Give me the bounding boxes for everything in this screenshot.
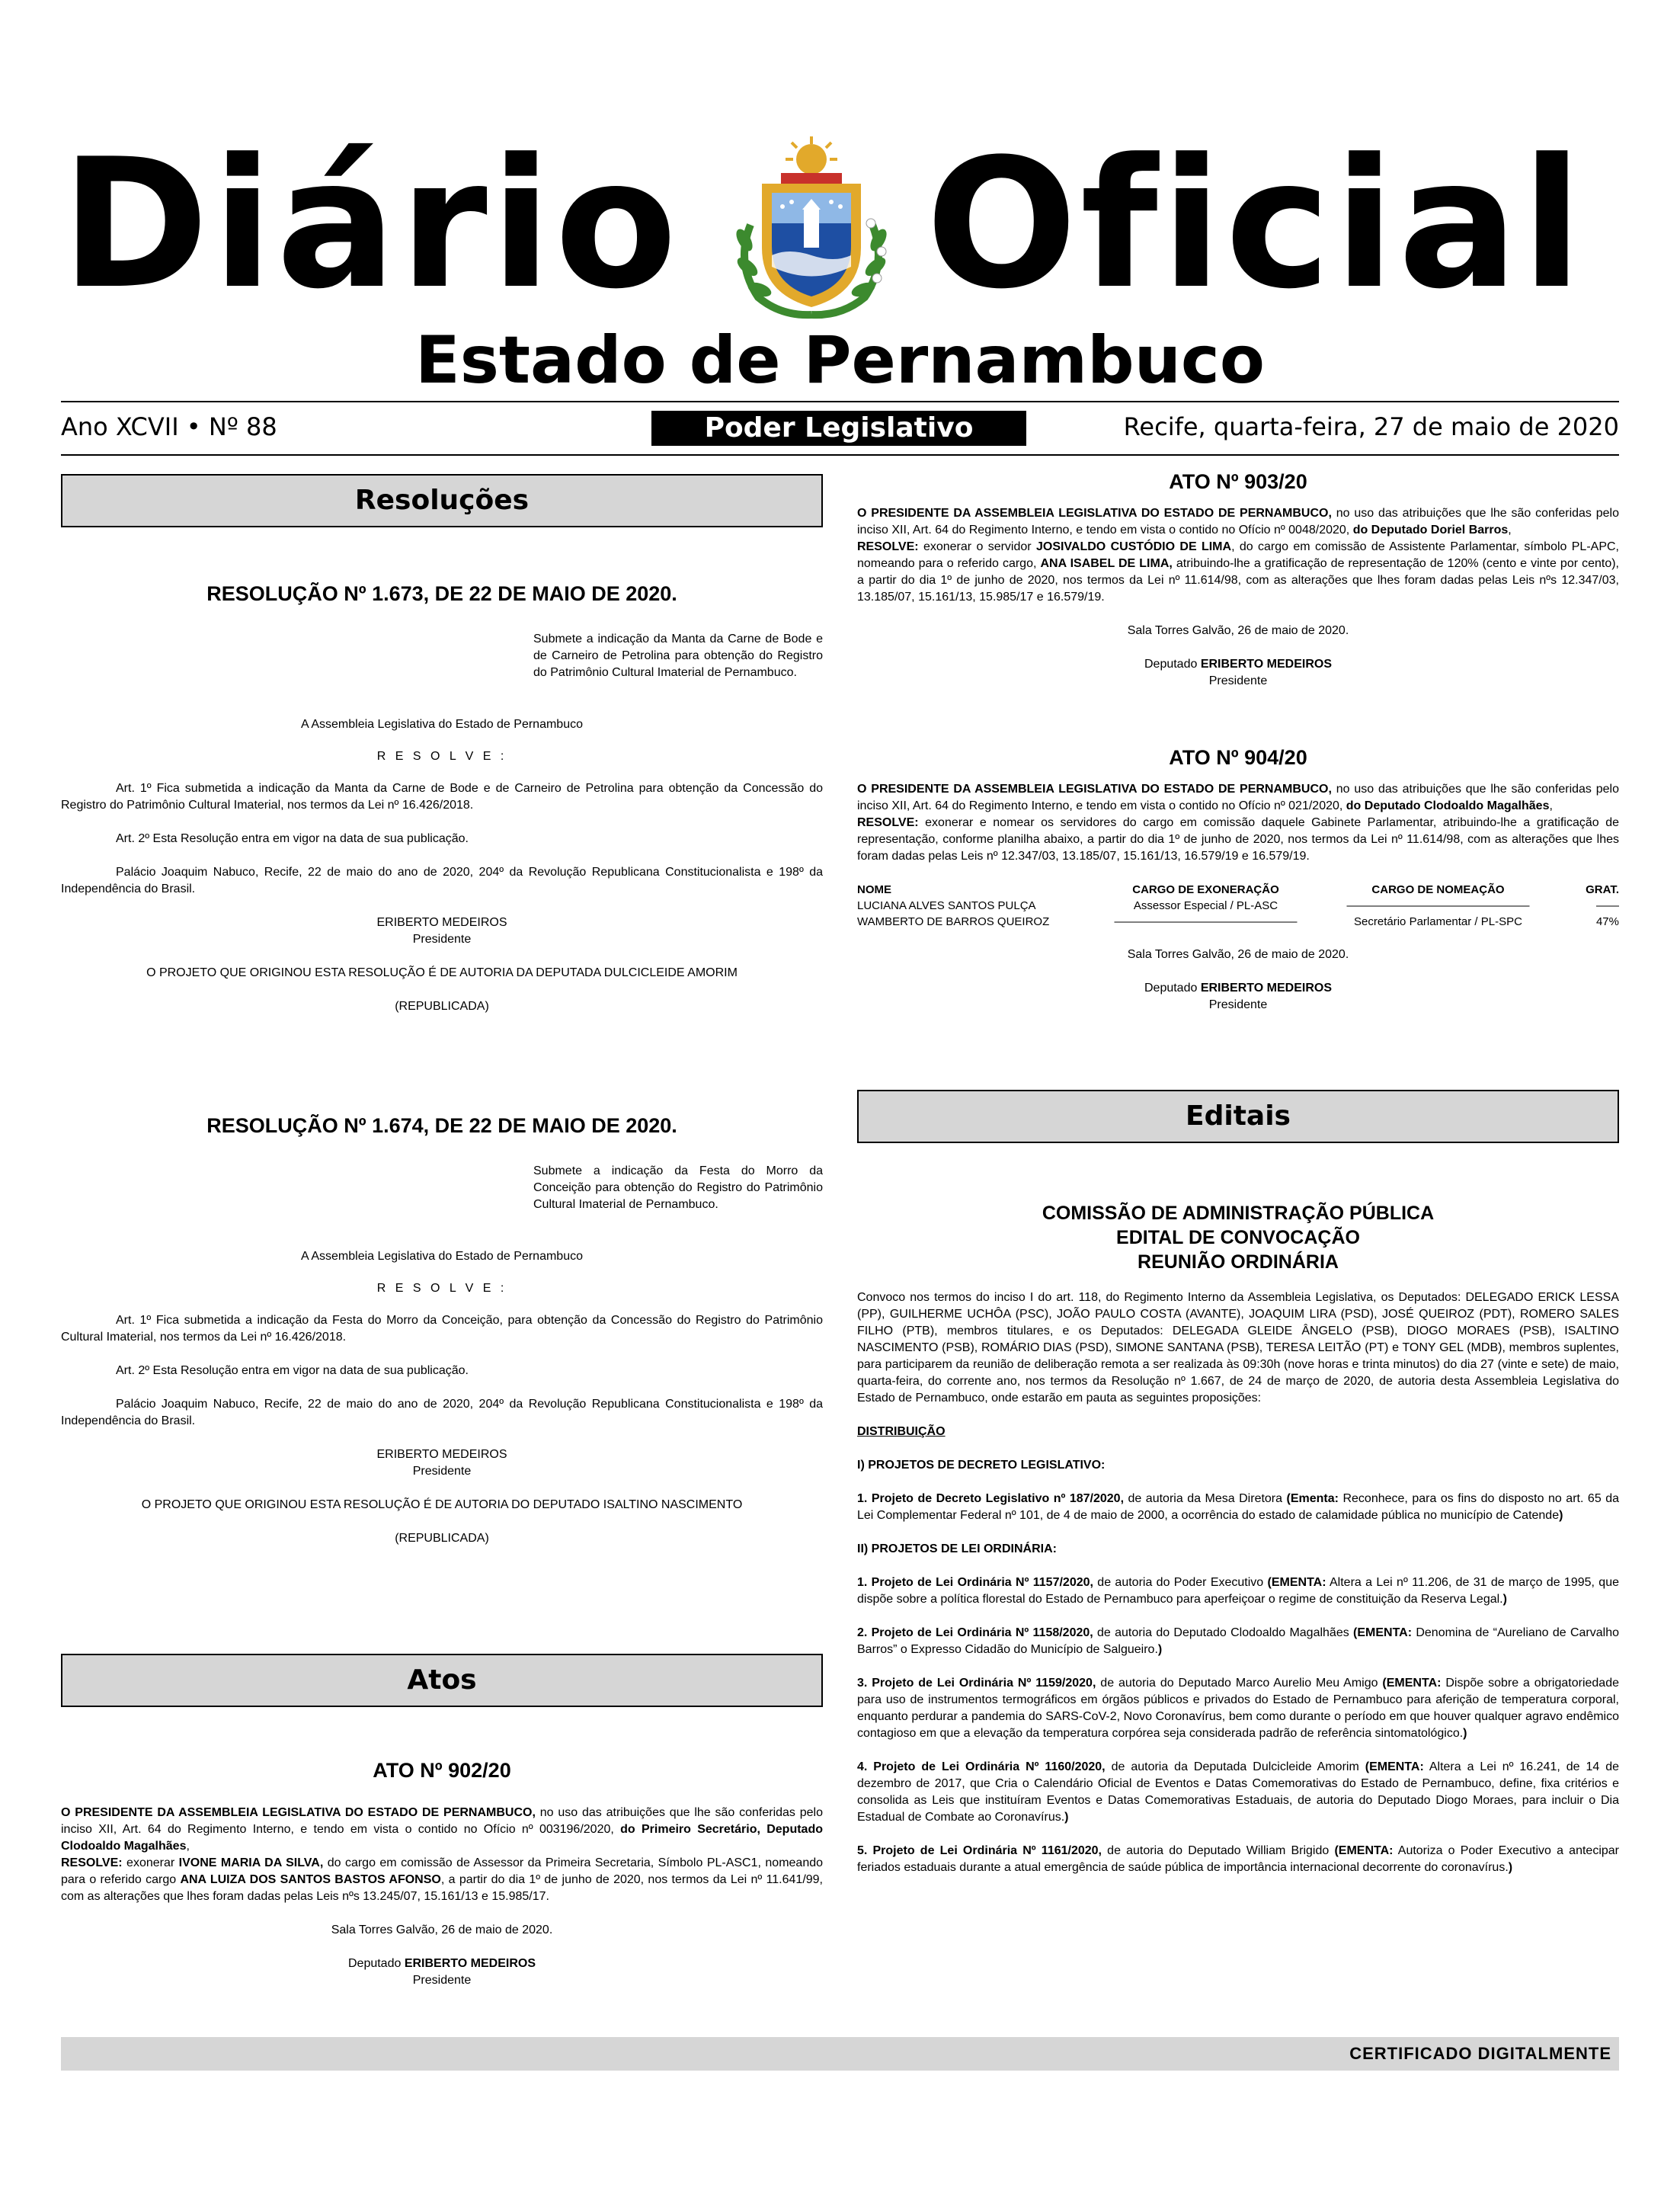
resolution-1674-signer: ERIBERTO MEDEIROS xyxy=(376,1448,507,1461)
list-item: 3. Projeto de Lei Ordinária Nº 1159/2020, de autoria do Deputado Marco Aurelio Meu Amigo (EMENTA: Dispõe sobre a obrigatoriedade para uso de instrumentos termográficos em órgãos públicos e privados do Estado de Pernambuco para aferição de temperatura corporal, enquanto perdurar a pandemia do SARS-CoV-2, Novo Coronavírus, bem como durante o período em que houver qualquer agravo endêmico contagioso em que a elevação da temperatura corpórea seja considerada padrão de referência sintomatológico.) xyxy=(857,1677,1619,1740)
masthead-subtitle: Estado de Pernambuco xyxy=(415,322,1265,399)
resolution-1673-role: Presidente xyxy=(412,933,472,946)
section-header-atos: Atos xyxy=(61,1654,823,1707)
ato-902-title: ATO Nº 902/20 xyxy=(373,1759,511,1782)
section-header-editais: Editais xyxy=(857,1090,1619,1143)
ato-904-role: Presidente xyxy=(1208,998,1268,1011)
section-header-resolucoes: Resoluções xyxy=(61,474,823,527)
ato-902-role: Presidente xyxy=(412,1974,472,1987)
ato-902-preamble: O PRESIDENTE DA ASSEMBLEIA LEGISLATIVA DO ESTADO DE PERNAMBUCO, no uso das atribuições que lhe são conferidas pelo inciso XII, Art. 64 do Regimento Interno, e tendo em vista o contido no Ofício nº 003196/2020, do Primeiro Secretário, Deputado Clodoaldo Magalhães, xyxy=(61,1806,824,1853)
edital-pdl-187: 1. Projeto de Decreto Legislativo nº 187/2020, de autoria da Mesa Diretora (Ementa: Reconhece, para os fins do disposto no art. 65 da Lei Complementar Federal nº 101, de 4 de maio de 2000, a ocorrência do estado de calamidade pública no município de Catende) xyxy=(857,1492,1620,1522)
resolution-1673-assembleia: A Assembleia Legislativa do Estado de Pernambuco xyxy=(300,718,583,731)
table-cell: ———————————————— xyxy=(1114,915,1298,928)
edital-title-reuniao: REUNIÃO ORDINÁRIA xyxy=(1138,1251,1339,1273)
masthead-bottom-rule xyxy=(61,454,1619,456)
list-item: 1. Projeto de Lei Ordinária Nº 1157/2020, de autoria do Poder Executivo (EMENTA: Altera a Lei nº 11.206, de 31 de março de 1995, que dispõe sobre a política florestal do Estado de Pernambuco para aperfeiçoar o regime de constituição da Reserva Legal.) xyxy=(857,1576,1619,1606)
ato-902-resolve: RESOLVE: exonerar IVONE MARIA DA SILVA, do cargo em comissão de Assessor da Primeira Secretaria, Símbolo PL-ASC1, nomeando para o referido cargo ANA LUIZA DOS SANTOS BASTOS AFONSO, a partir do dia 1º de junho de 2020, nos termos da Lei nº 11.641/99, com as alterações que lhes foram dadas pelas Leis nºs 13.245/07, 15.161/13 e 15.985/17. xyxy=(61,1856,824,1903)
ato-903-resolve: RESOLVE: exonerar o servidor JOSIVALDO CUSTÓDIO DE LIMA, do cargo em comissão de Assistente Parlamentar, símbolo PL-APC, nomeando para o referido cargo, ANA ISABEL DE LIMA, atribuindo-lhe a gratificação de representação de 120% (cento e vinte por cento), a partir do dia 1º de junho de 2020, nos termos da Lei nº 11.614/98, com as alterações que lhes foram dadas pelas Leis nºs 12.347/03, 13.185/07, 15.161/13, 15.985/17 e 16.579/19. xyxy=(857,540,1620,604)
resolution-1674-role: Presidente xyxy=(412,1465,472,1478)
table-cell: LUCIANA ALVES SANTOS PULÇA xyxy=(857,899,1036,912)
table-row xyxy=(857,898,1619,914)
edital-title-comissao: COMISSÃO DE ADMINISTRAÇÃO PÚBLICA xyxy=(1042,1203,1435,1224)
masthead xyxy=(61,121,1619,328)
resolution-1673-republicada: (REPUBLICADA) xyxy=(395,1000,489,1013)
certificado-digitalmente-label: CERTIFICADO DIGITALMENTE xyxy=(1349,2044,1611,2063)
resolution-1673-autoria: O PROJETO QUE ORIGINOU ESTA RESOLUÇÃO É DE AUTORIA DA DEPUTADA DULCICLEIDE AMORIM xyxy=(146,966,738,979)
left-column xyxy=(61,474,823,1989)
resolution-1674-art1: Art. 1º Fica submetida a indicação da Festa do Morro da Conceição, para obtenção da Concessão do Registro do Patrimônio Cultural Imaterial, nos termos da Lei nº 16.426/2018. xyxy=(61,1314,823,1344)
resolution-1673-palacio: Palácio Joaquim Nabuco, Recife, 22 de maio do ano de 2020, 204º da Revolução Republicana Constitucionalista e 198º da Independência do Brasil. xyxy=(61,866,823,895)
resolution-1674-title: RESOLUÇÃO Nº 1.674, DE 22 DE MAIO DE 2020. xyxy=(206,1114,677,1137)
table-cell: 47% xyxy=(1595,915,1619,928)
list-item: 5. Projeto de Lei Ordinária Nº 1161/2020, de autoria do Deputado William Brigido (EMENTA: Autoriza o Poder Executivo a antecipar feriados estaduais durante a atual emergência de saúde pública de importância internacional decorrente do coronavírus.) xyxy=(857,1844,1619,1874)
resolution-1673-ementa: Submete a indicação da Manta da Carne de Bode e de Carneiro de Petrolina para obtenção do Registro do Patrimônio Cultural Imaterial de Pernambuco. xyxy=(533,633,823,679)
table-cell: ———————————————— xyxy=(1346,899,1530,912)
ato-904-title: ATO Nº 904/20 xyxy=(1169,746,1307,769)
resolution-1674-autoria: O PROJETO QUE ORIGINOU ESTA RESOLUÇÃO É DE AUTORIA DO DEPUTADO ISALTINO NASCIMENTO xyxy=(141,1498,743,1511)
column-header-grat: GRAT. xyxy=(1586,883,1619,896)
ato-903-role: Presidente xyxy=(1208,674,1268,687)
resolution-1674-art2: Art. 2º Esta Resolução entra em vigor na data de sua publicação. xyxy=(116,1364,469,1377)
list-item: 4. Projeto de Lei Ordinária Nº 1160/2020, de autoria da Deputada Dulcicleide Amorim (EMENTA: Altera a Lei nº 16.241, de 14 de dezembro de 2017, que Cria o Calendário Oficial de Eventos e Datas Comemorativas do Estado de Pernambuco, define, fixa critérios e consolida as Leis que instituíram Eventos e Datas Comemorativas Estaduais, de autoria do Deputado Diogo Moraes, para incluir o Dia Estadual de Combate ao Coronavírus.) xyxy=(857,1760,1619,1824)
edital-distribuicao: DISTRIBUIÇÃO xyxy=(857,1425,946,1438)
ato-903-sala: Sala Torres Galvão, 26 de maio de 2020. xyxy=(1127,624,1349,637)
resolution-1674-palacio: Palácio Joaquim Nabuco, Recife, 22 de maio do ano de 2020, 204º da Revolução Republicana Constitucionalista e 198º da Independência do Brasil. xyxy=(61,1398,823,1427)
resolution-1674-resolve: R E S O L V E : xyxy=(376,1282,507,1295)
ato-903-preamble: O PRESIDENTE DA ASSEMBLEIA LEGISLATIVA DO ESTADO DE PERNAMBUCO, no uso das atribuições que lhe são conferidas pelo inciso XII, Art. 64 do Regimento Interno, e tendo em vista o contido no Ofício nº 0048/2020, do Deputado Doriel Barros, xyxy=(857,507,1620,537)
list-item: 2. Projeto de Lei Ordinária Nº 1158/2020, de autoria do Deputado Clodoaldo Magalhães (EMENTA: Denomina de “Aureliano de Carvalho Barros” o Expresso Cidadão do Município de Salgueiro.) xyxy=(857,1626,1619,1656)
table-cell: WAMBERTO DE BARROS QUEIROZ xyxy=(857,915,1050,928)
ato-904-staff-table xyxy=(857,882,1619,930)
ato-902-sala: Sala Torres Galvão, 26 de maio de 2020. xyxy=(331,1924,553,1936)
masthead-word-diario: Diário xyxy=(61,121,680,328)
resolution-1674-assembleia: A Assembleia Legislativa do Estado de Pernambuco xyxy=(300,1250,583,1263)
ato-902-signer: Deputado ERIBERTO MEDEIROS xyxy=(347,1957,536,1970)
edital-items-list xyxy=(857,1574,1619,1876)
resolution-1673-resolve: R E S O L V E : xyxy=(376,750,507,763)
ato-903-title: ATO Nº 903/20 xyxy=(1169,470,1307,493)
resolution-1674-ementa: Submete a indicação da Festa do Morro da Conceição para obtenção do Registro do Patrimônio Cultural Imaterial de Pernambuco. xyxy=(533,1164,823,1211)
edition-number: Ano XCVII • Nº 88 xyxy=(61,412,277,441)
resolution-1673-title: RESOLUÇÃO Nº 1.673, DE 22 DE MAIO DE 2020. xyxy=(206,582,677,605)
resolution-1673-signer: ERIBERTO MEDEIROS xyxy=(376,916,507,929)
ato-904-sala: Sala Torres Galvão, 26 de maio de 2020. xyxy=(1127,948,1349,961)
edital-section-lei-ordinaria: II) PROJETOS DE LEI ORDINÁRIA: xyxy=(857,1542,1057,1555)
column-header-cargo-exoneracao: CARGO DE EXONERAÇÃO xyxy=(1132,883,1279,896)
resolution-1673-art2: Art. 2º Esta Resolução entra em vigor na data de sua publicação. xyxy=(116,832,469,845)
ato-904-signer: Deputado ERIBERTO MEDEIROS xyxy=(1144,982,1332,995)
pernambuco-coat-of-arms-icon xyxy=(728,133,895,320)
table-cell: —— xyxy=(1596,899,1619,912)
ato-904-preamble: O PRESIDENTE DA ASSEMBLEIA LEGISLATIVA DO ESTADO DE PERNAMBUCO, no uso das atribuições que lhe são conferidas pelo inciso XII, Art. 64 do Regimento Interno, e tendo em vista o contido no Ofício nº 021/2020, do Deputado Clodoaldo Magalhães, xyxy=(857,783,1620,812)
masthead-word-oficial: Oficial xyxy=(926,121,1586,328)
right-column xyxy=(857,469,1619,1876)
resolution-1673-art1: Art. 1º Fica submetida a indicação da Manta da Carne de Bode e de Carneiro de Petrolina para obtenção da Concessão do Registro do Patrimônio Cultural Imaterial, nos termos da Lei nº 16.426/2018. xyxy=(61,782,823,812)
table-cell: Assessor Especial / PL-ASC xyxy=(1133,899,1278,912)
column-header-nome: NOME xyxy=(857,883,891,896)
publication-date: Recife, quarta-feira, 27 de maio de 2020 xyxy=(1123,412,1619,441)
footer-bar xyxy=(61,2037,1619,2071)
section-banner: Poder Legislativo xyxy=(651,411,1026,446)
resolution-1674-republicada: (REPUBLICADA) xyxy=(395,1532,489,1545)
table-row xyxy=(857,914,1619,930)
masthead-top-rule xyxy=(61,401,1619,402)
table-cell: Secretário Parlamentar / PL-SPC xyxy=(1354,915,1522,928)
ato-904-resolve: RESOLVE: exonerar e nomear os servidores do cargo em comissão daquele Gabinete Parlamentar, atribuindo-lhe a gratificação de representação, conforme planilha abaixo, a partir do dia 1º de junho de 2020, nos termos da Lei nº 11.614/98, com as alterações que lhes foram dadas pelas Leis nº 12.347/03, 13.185/07, 15.161/13, 16.579/19 e 16.579/19. xyxy=(857,816,1619,863)
ato-903-signer: Deputado ERIBERTO MEDEIROS xyxy=(1144,658,1332,671)
edital-intro: Convoco nos termos do inciso I do art. 118, do Regimento Interno da Assembleia Legislativa, os Deputados: DELEGADO ERICK LESSA (PP), GUILHERME UCHÔA (PSC), JOÃO PAULO COSTA (AVANTE), JOAQUIM LIRA (PSD), JOSÉ QUEIROZ (PDT), ROMERO SALES FILHO (PTB), membros titulares, e os Deputados: DELEGADA GLEIDE ÂNGELO (PSB), DIOGO MORAES (PSB), ISALTINO NASCIMENTO (PSB), ROMÁRIO DIAS (PSD), SIMONE SANTANA (PSB), TERESA LEITÃO (PT) e TONY GEL (MDB), membros suplentes, para participarem da reunião de deliberação remota a ser realizada às 09:30h (nove horas e trinta minutos) do dia 27 (vinte e sete) de maio, quarta-feira, do corrente ano, nos termos da Resolução nº 1.667, de 24 de março de 2020, de autoria desta Assembleia Legislativa do Estado de Pernambuco, onde estarão em pauta as seguintes proposições: xyxy=(857,1291,1619,1405)
edital-section-decreto: I) PROJETOS DE DECRETO LEGISLATIVO: xyxy=(857,1459,1106,1472)
table-header-row xyxy=(857,882,1619,898)
edital-title-convocacao: EDITAL DE CONVOCAÇÃO xyxy=(1116,1227,1360,1248)
column-header-cargo-nomeacao: CARGO DE NOMEAÇÃO xyxy=(1371,883,1505,896)
